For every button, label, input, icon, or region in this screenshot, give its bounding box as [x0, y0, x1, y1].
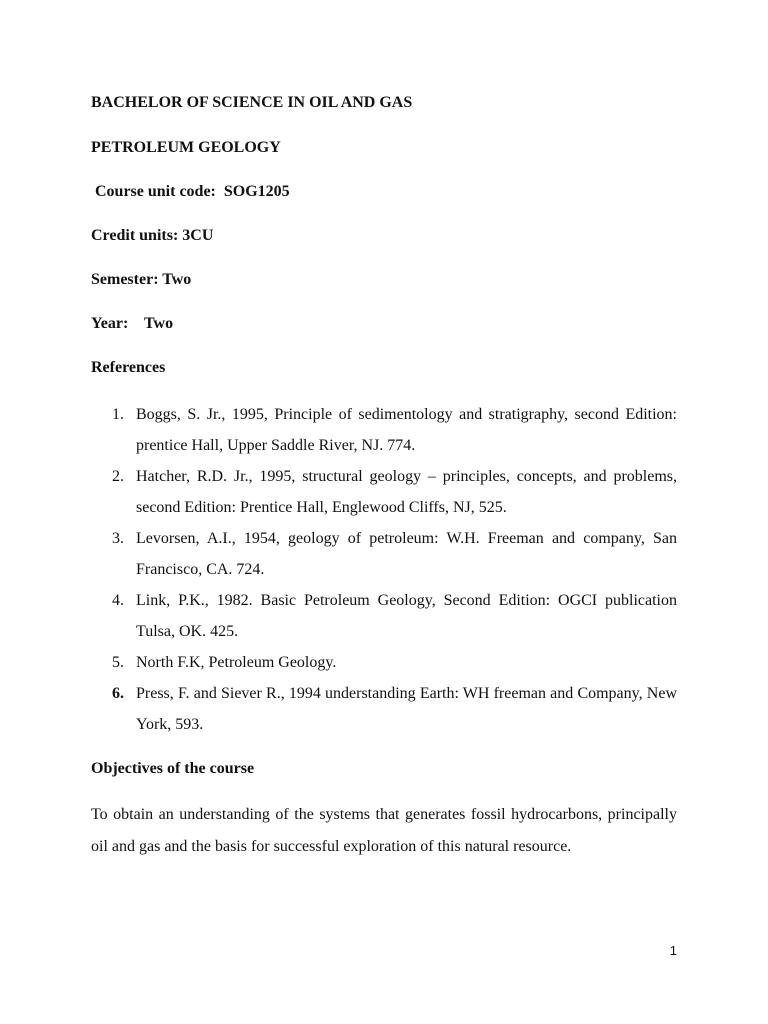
reference-number: 3. [112, 530, 124, 547]
semester: Semester: Two [91, 271, 192, 288]
objectives-text: To obtain an understanding of the systems that generates fossil hydrocarbons, principally oil and gas and the basis for successful exploration of this natural resource. [91, 806, 677, 855]
year: Year: Two [91, 315, 174, 332]
reference-item [91, 585, 677, 647]
reference-number: 5. [112, 654, 124, 671]
reference-text: North F.K, Petroleum Geology. [136, 654, 337, 671]
reference-item [91, 399, 677, 461]
reference-item [91, 461, 677, 523]
objectives-heading: Objectives of the course [91, 760, 255, 777]
program-title: BACHELOR OF SCIENCE IN OIL AND GAS [91, 94, 413, 111]
reference-number: 4. [112, 592, 124, 609]
reference-item [91, 647, 677, 678]
references-heading: References [91, 359, 166, 376]
reference-text: Boggs, S. Jr., 1995, Principle of sedimentology and stratigraphy, second Edition: prentice Hall, Upper Saddle River, NJ. 774. [136, 406, 677, 454]
reference-number: 2. [112, 468, 124, 485]
page-number: 1 [669, 943, 677, 958]
references-list [91, 399, 677, 740]
reference-text: Press, F. and Siever R., 1994 understanding Earth: WH freeman and Company, New York, 593. [136, 685, 677, 733]
course-unit-code: Course unit code: SOG1205 [91, 183, 290, 200]
reference-number: 6. [112, 685, 124, 702]
reference-number: 1. [112, 406, 124, 423]
credit-units: Credit units: 3CU [91, 227, 214, 244]
reference-text: Link, P.K., 1982. Basic Petroleum Geology, Second Edition: OGCI publication Tulsa, OK. 425. [136, 592, 677, 640]
course-title: PETROLEUM GEOLOGY [91, 139, 281, 156]
reference-text: Hatcher, R.D. Jr., 1995, structural geology – principles, concepts, and problems, second Edition: Prentice Hall, Englewood Cliffs, NJ, 525. [136, 468, 677, 516]
reference-text: Levorsen, A.I., 1954, geology of petroleum: W.H. Freeman and company, San Francisco, CA. 724. [136, 530, 677, 578]
reference-item [91, 523, 677, 585]
reference-item [91, 678, 677, 740]
